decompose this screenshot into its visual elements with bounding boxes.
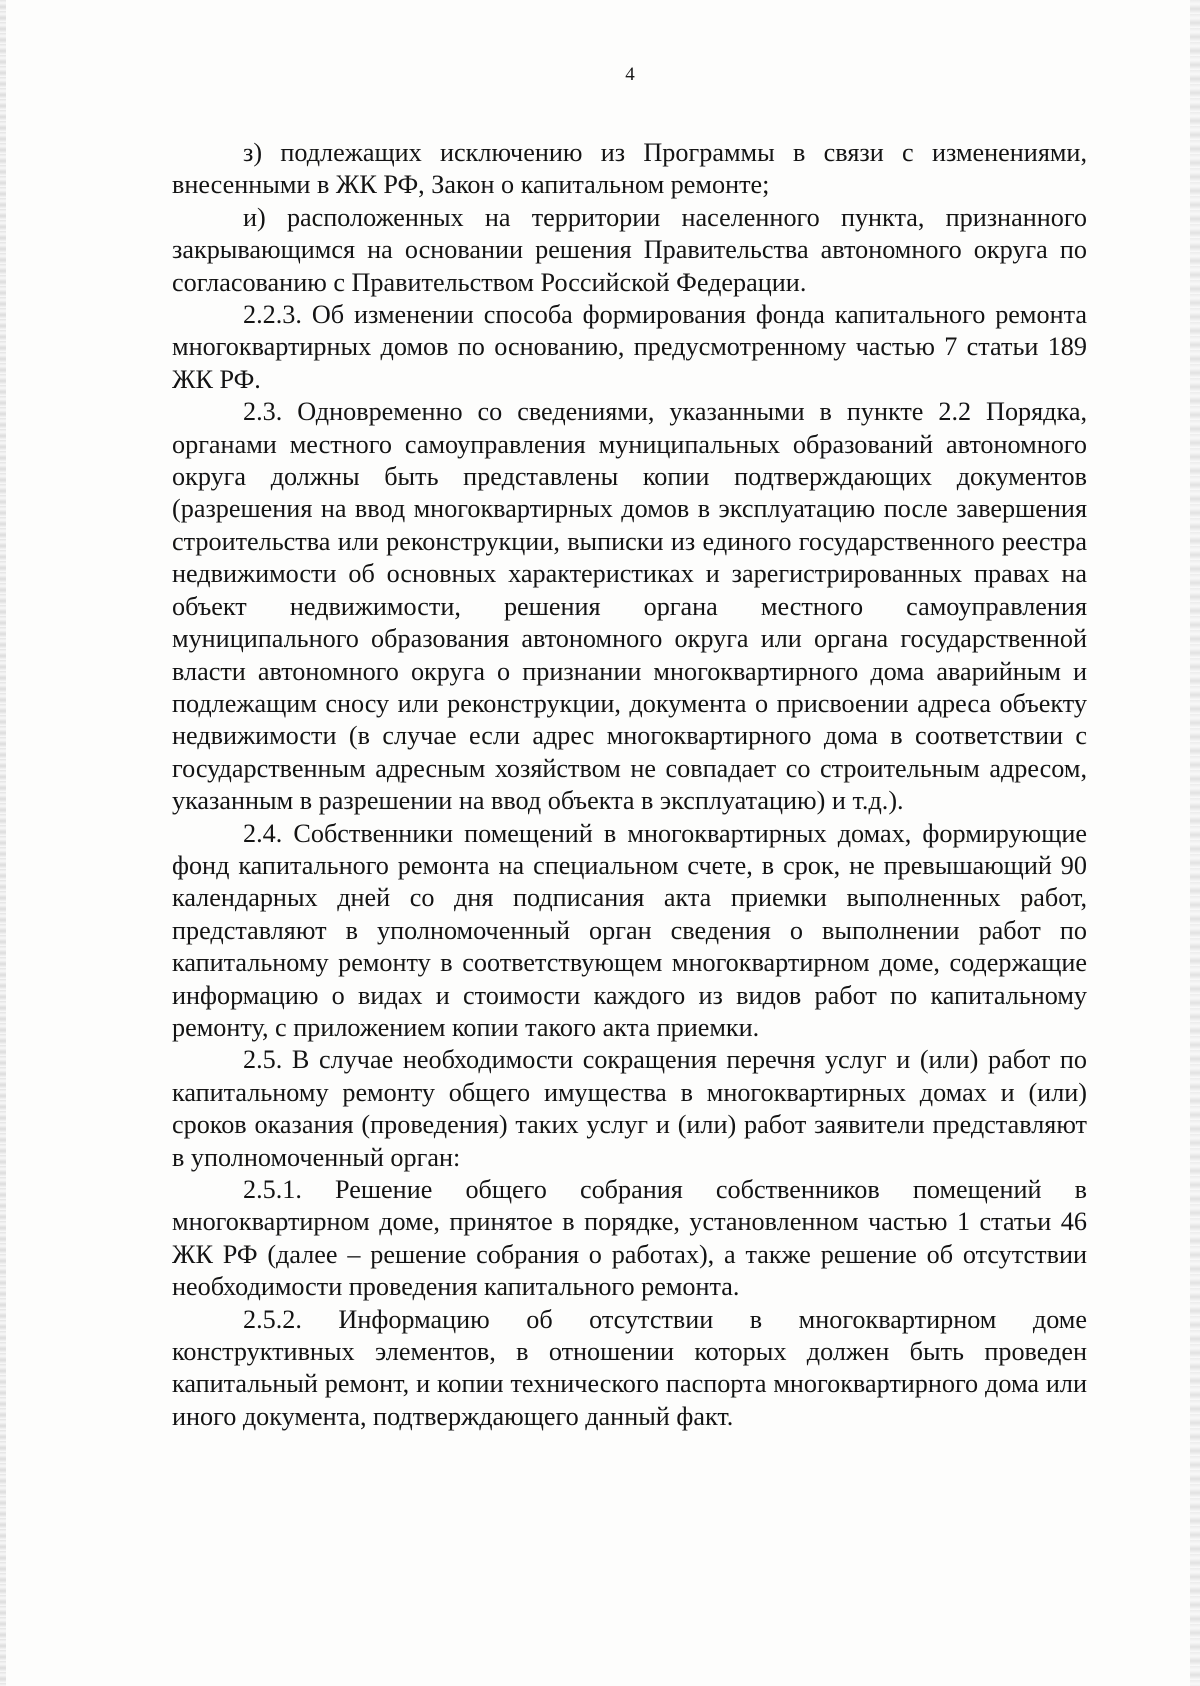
- document-body: [172, 137, 1087, 1433]
- paragraph-2-4: 2.4. Собственники помещений в многоквартирных домах, формирующие фонд капитального ремонта на специальном счете, в срок, не превышающий 90 календарных дней со дня подписания акта приемки выполненных работ, представляют в уполномоченный орган сведения о выполнении работ по капитальному ремонту в соответствующем многоквартирном доме, содержащие информацию о видах и стоимости каждого из видов работ по капитальному ремонту, с приложением копии такого акта приемки.: [172, 818, 1087, 1042]
- page-number: 4: [625, 64, 635, 85]
- scan-edge-left: [0, 0, 6, 1686]
- paragraph-2-2-3: 2.2.3. Об изменении способа формирования фонда капитального ремонта многоквартирных домов по основанию, предусмотренному частью 7 статьи 189 ЖК РФ.: [172, 300, 1087, 394]
- scan-edge-right: [1190, 0, 1200, 1686]
- paragraph-2-3: 2.3. Одновременно со сведениями, указанными в пункте 2.2 Порядка, органами местного самоуправления муниципальных образований автономного округа должны быть представлены копии подтверждающих документов (разрешения на ввод многоквартирных домов в эксплуатацию после завершения строительства или реконструкции, выписки из единого государственного реестра недвижимости об основных характеристиках и зарегистрированных правах на объект недвижимости, решения органа местного самоуправления муниципального образования автономного округа или органа государственной власти автономного округа о признании многоквартирного дома аварийным и подлежащим сносу или реконструкции, документа о присвоении адреса объекту недвижимости (в случае если адрес многоквартирного дома в соответствии с государственным адресным хозяйством не совпадает со строительным адресом, указанным в разрешении на ввод объекта в эксплуатацию) и т.д.).: [172, 397, 1087, 816]
- paragraph-2-5: 2.5. В случае необходимости сокращения перечня услуг и (или) работ по капитальному ремонту общего имущества в многоквартирных домах и (или) сроков оказания (проведения) таких услуг и (или) работ заявители представляют в уполномоченный орган:: [172, 1045, 1087, 1172]
- paragraph-i: и) расположенных на территории населенного пункта, признанного закрывающимся на основании решения Правительства автономного округа по согласованию с Правительством Российской Федерации.: [172, 202, 1087, 297]
- paragraph-z: з) подлежащих исключению из Программы в связи с изменениями, внесенными в ЖК РФ, Закон о капитальном ремонте;: [172, 138, 1087, 200]
- paragraph-2-5-1: 2.5.1. Решение общего собрания собственников помещений в многоквартирном доме, принятое в порядке, установленном частью 1 статьи 46 ЖК РФ (далее – решение собрания о работах), а также решение об отсутствии необходимости проведения капитального ремонта.: [172, 1175, 1087, 1302]
- paragraph-2-5-2: 2.5.2. Информацию об отсутствии в многоквартирном доме конструктивных элементов, в отношении которых должен быть проведен капитальный ремонт, и копии технического паспорта многоквартирного дома или иного документа, подтверждающего данный факт.: [172, 1304, 1087, 1431]
